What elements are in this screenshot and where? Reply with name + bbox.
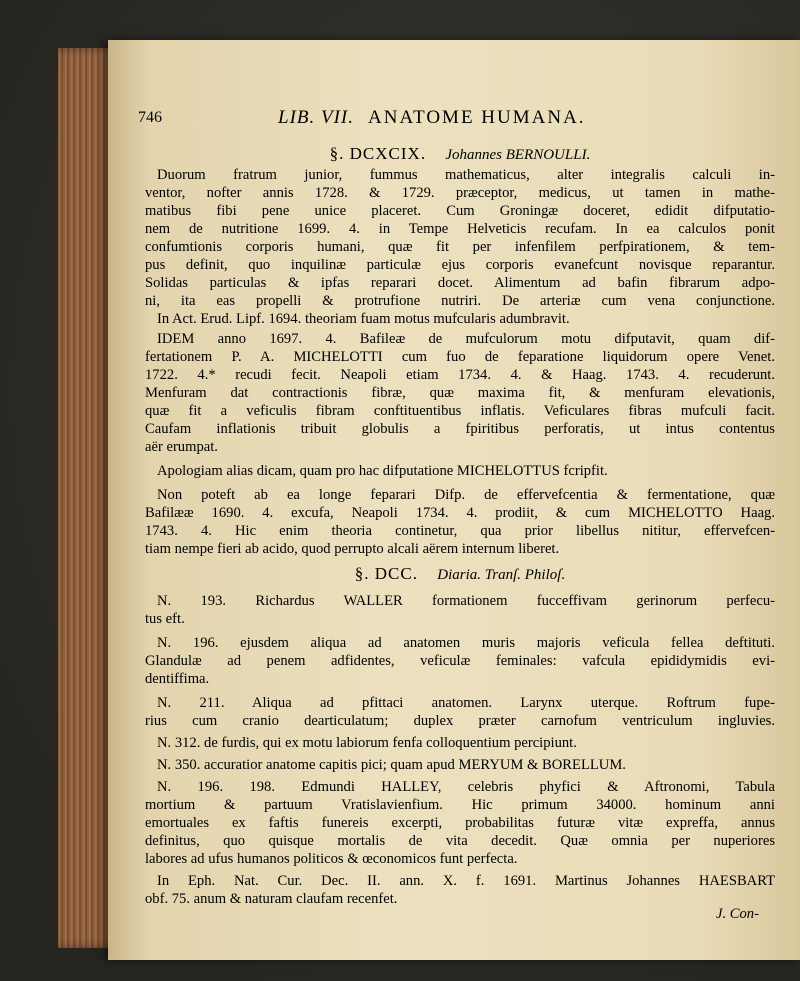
text-line: Non poteft ab ea longe feparari Difp. de effervefcentia & fermentatione, quæ [157, 487, 775, 503]
text-line: fertationem P. A. MICHELOTTI cum fuo de feparatione liquidorum opere Venet. [145, 349, 775, 365]
text-line: mortium & partuum Vratislavienfium. Hic primum 34000. hominum anni [145, 797, 775, 813]
text-line: dentiffima. [145, 671, 210, 687]
text-line: ventor, nofter annis 1728. & 1729. præceptor, medicus, ut tamen in mathe- [145, 185, 775, 201]
text-line: tus eft. [145, 611, 185, 627]
text-line: confumtionis corporis humani, quæ fit per infenfilem perfpirationem, & tem- [145, 239, 775, 255]
text-line: definitus, quo quisque mortalis de vita decedit. Quæ omnia per nuperiores [145, 833, 775, 849]
section-number: §. DCXCIX. [329, 144, 427, 163]
section-author: Johannes BERNOULLI. [445, 147, 591, 163]
page-number: 746 [138, 109, 162, 126]
section-source: Diaria. Tranſ. Philoſ. [437, 567, 566, 583]
text-line: Apologiam alias dicam, quam pro hac difputatione MICHELOTTUS fcripfit. [157, 463, 608, 479]
text-line: Bafilææ 1690. 4. excufa, Neapoli 1734. 4. prodiit, & cum MICHELOTTO Haag. [145, 505, 775, 521]
running-title-lib: LIB. VII. [278, 107, 355, 128]
text-line: quæ fit a veficulis fibram conftituentibus inflatis. Veficulares fibras mufculi facit. [145, 403, 775, 419]
text-line: IDEM anno 1697. 4. Bafileæ de mufculorum motu difputavit, quam dif- [157, 331, 775, 347]
text-line: Duorum fratrum junior, fummus mathematicus, alter integralis calculi in- [157, 167, 775, 183]
text-line: 1722. 4.* recudi fecit. Neapoli etiam 1734. 4. & Haag. 1743. 4. recuderunt. [145, 367, 775, 383]
text-line: 1743. 4. Hic enim theoria continetur, qua prior libellus nititur, effervefcen- [145, 523, 775, 539]
text-line: Menfuram dat contractionis fibræ, quæ maxima fit, & menfuram elevationis, [145, 385, 775, 401]
text-line: matibus fibi pene unice placeret. Cum Groningæ doceret, edidit difputatio- [145, 203, 775, 219]
text-line: tiam nempe fieri ab acido, quod perrupto alcali aërem internum liberet. [145, 541, 560, 557]
text-line: ni, ita eas propelli & protrufione nutriri. De arteriæ cum vena conjunctione. [145, 293, 775, 309]
text-line: nem de nutritione 1699. 4. in Tempe Helveticis recufam. In ea calculos ponit [145, 221, 775, 237]
text-line: obf. 75. anum & naturam claufam recenfet. [145, 891, 398, 907]
section-heading-dcc [145, 564, 775, 584]
running-title [278, 107, 586, 129]
text-line: pus definit, quo inquilinæ particulæ ejus corporis evanefcunt novisque reparantur. [145, 257, 775, 273]
text-line: emortuales ex faftis funereis excerpti, probabilitas futuræ vitæ expreffa, annus [145, 815, 775, 831]
text-line: N. 196. ejusdem aliqua ad anatomen muris majoris veficula fellea deftituti. [157, 635, 775, 651]
text-line: rius cum cranio dearticulatum; duplex præter carnofum ventriculum ingluvies. [145, 713, 775, 729]
text-line: Caufam inflationis tribuit globulis a fpiritibus perforatis, ut intus contentus [145, 421, 775, 437]
section-number: §. DCC. [354, 564, 418, 583]
section-heading-dcxcix [145, 144, 775, 164]
text-line: labores ad ufus humanos politicos & œconomicos funt perfecta. [145, 851, 518, 867]
text-line: N. 193. Richardus WALLER formationem fucceffivam gerinorum perfecu- [157, 593, 775, 609]
running-head [138, 107, 778, 131]
text-line: N. 211. Aliqua ad pfittaci anatomen. Larynx uterque. Roftrum fupe- [157, 695, 775, 711]
text-line: N. 196. 198. Edmundi HALLEY, celebris phyfici & Aftronomi, Tabula [157, 779, 775, 795]
text-line: Glandulæ ad penem adfidentes, veficulæ feminales: vafcula epididymidis evi- [145, 653, 775, 669]
text-line: aër erumpat. [145, 439, 218, 455]
text-line: In Act. Erud. Lipf. 1694. theoriam fuam motus mufcularis adumbravit. [157, 311, 570, 327]
text-line: N. 312. de furdis, qui ex motu labiorum fenfa colloquentium percipiunt. [157, 735, 577, 751]
text-line: N. 350. accuratior anatome capitis pici; quam apud MERYUM & BORELLUM. [157, 757, 626, 773]
text-line: In Eph. Nat. Cur. Dec. II. ann. X. f. 1691. Martinus Johannes HAESBART [157, 873, 775, 889]
text-line: Solidas particulas & ipfas reparari docet. Alimentum ad bafin fibrarum adpo- [145, 275, 775, 291]
running-title-main: ANATOME HUMANA. [368, 107, 586, 128]
catchword: J. Con- [716, 906, 759, 922]
